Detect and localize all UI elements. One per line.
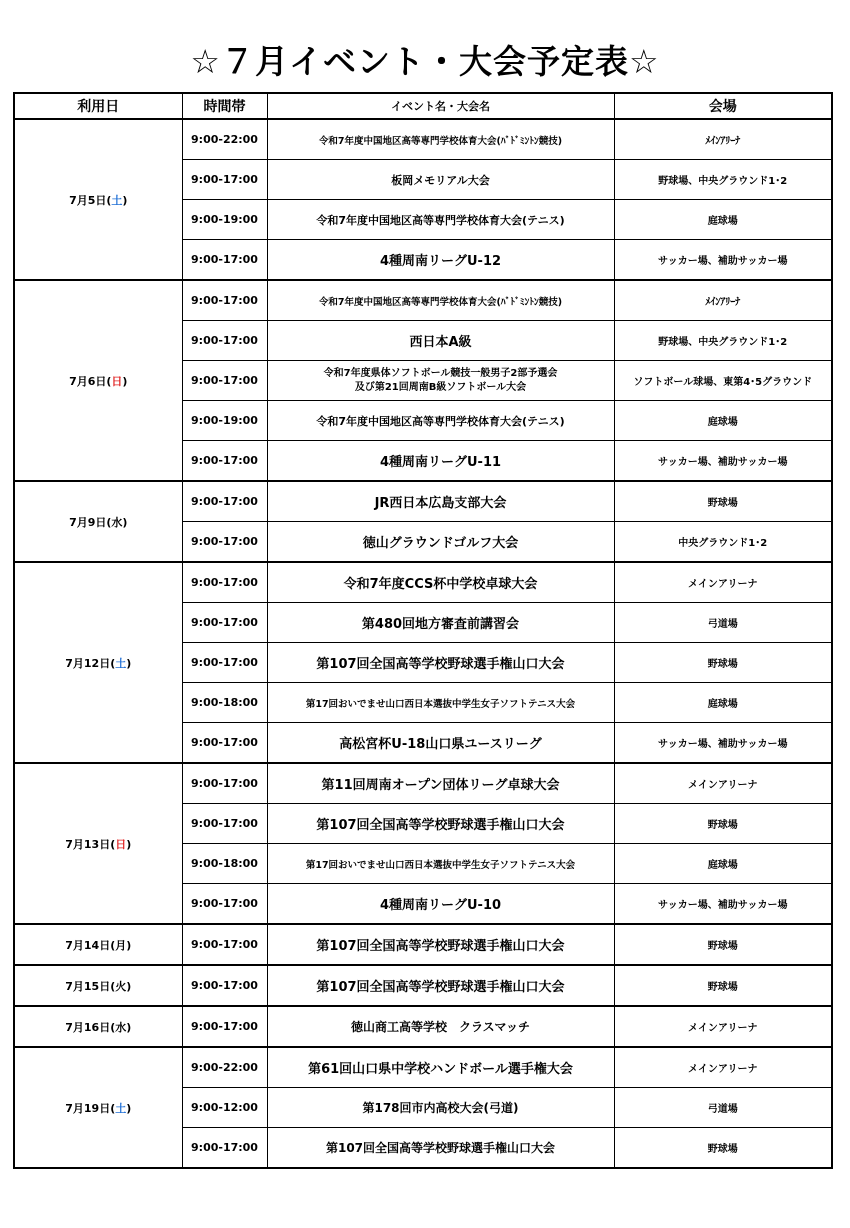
time-cell: 9:00-17:00 bbox=[182, 804, 267, 844]
time-cell: 9:00-17:00 bbox=[182, 1128, 267, 1169]
event-cell: 4種周南リーグU-10 bbox=[267, 884, 614, 925]
time-cell: 9:00-17:00 bbox=[182, 481, 267, 522]
weekday-text: 日 bbox=[111, 374, 123, 388]
time-cell: 9:00-17:00 bbox=[182, 240, 267, 281]
venue-cell: 野球場 bbox=[614, 481, 832, 522]
date-close-paren: ) bbox=[126, 837, 132, 851]
event-cell: 令和7年度中国地区高等専門学校体育大会(テニス) bbox=[267, 401, 614, 441]
event-line-1: 令和7年度県体ソフトボール競技一般男子2部予選会 bbox=[323, 367, 558, 379]
event-cell: 4種周南リーグU-12 bbox=[267, 240, 614, 281]
time-cell: 9:00-17:00 bbox=[182, 643, 267, 683]
header-event: イベント名・大会名 bbox=[267, 93, 614, 119]
venue-cell: メインアリーナ bbox=[614, 763, 832, 804]
event-cell: 高松宮杯U-18山口県ユースリーグ bbox=[267, 723, 614, 764]
weekday-text: 土 bbox=[111, 193, 123, 207]
event-line-2: 及び第21回周南B級ソフトボール大会 bbox=[354, 381, 527, 393]
event-cell: 第178回市内高校大会(弓道) bbox=[267, 1088, 614, 1128]
event-cell: 令和7年度中国地区高等専門学校体育大会(ﾊﾞﾄﾞﾐﾝﾄﾝ競技) bbox=[267, 119, 614, 160]
venue-cell: サッカー場、補助サッカー場 bbox=[614, 441, 832, 482]
table-row bbox=[14, 119, 832, 160]
weekday-text: 水 bbox=[115, 1020, 127, 1034]
event-cell: 西日本A級 bbox=[267, 321, 614, 361]
time-cell: 9:00-17:00 bbox=[182, 924, 267, 965]
date-cell bbox=[14, 965, 182, 1006]
date-text: 7月6日( bbox=[69, 374, 112, 388]
time-cell: 9:00-17:00 bbox=[182, 723, 267, 764]
time-cell: 9:00-17:00 bbox=[182, 280, 267, 321]
weekday-text: 土 bbox=[115, 656, 127, 670]
date-cell bbox=[14, 481, 182, 562]
event-cell: 徳山商工高等学校 クラスマッチ bbox=[267, 1006, 614, 1047]
venue-cell: 野球場 bbox=[614, 643, 832, 683]
date-close-paren: ) bbox=[126, 979, 132, 993]
time-cell: 9:00-17:00 bbox=[182, 965, 267, 1006]
event-cell bbox=[267, 361, 614, 401]
date-close-paren: ) bbox=[126, 938, 132, 952]
venue-cell: サッカー場、補助サッカー場 bbox=[614, 240, 832, 281]
event-cell: 第107回全国高等学校野球選手権山口大会 bbox=[267, 924, 614, 965]
event-cell: 第17回おいでませ山口西日本選抜中学生女子ソフトテニス大会 bbox=[267, 683, 614, 723]
date-close-paren: ) bbox=[122, 193, 128, 207]
date-cell bbox=[14, 924, 182, 965]
table-row bbox=[14, 562, 832, 603]
table-row bbox=[14, 924, 832, 965]
date-text: 7月9日( bbox=[69, 515, 112, 529]
header-date: 利用日 bbox=[14, 93, 182, 119]
venue-cell: 野球場 bbox=[614, 965, 832, 1006]
time-cell: 9:00-12:00 bbox=[182, 1088, 267, 1128]
event-cell: 板岡メモリアル大会 bbox=[267, 160, 614, 200]
time-cell: 9:00-18:00 bbox=[182, 683, 267, 723]
time-cell: 9:00-17:00 bbox=[182, 441, 267, 482]
venue-cell: 弓道場 bbox=[614, 1088, 832, 1128]
event-cell: 第107回全国高等学校野球選手権山口大会 bbox=[267, 965, 614, 1006]
time-cell: 9:00-19:00 bbox=[182, 401, 267, 441]
weekday-text: 火 bbox=[115, 979, 127, 993]
venue-cell: メインアリーナ bbox=[614, 1006, 832, 1047]
weekday-text: 水 bbox=[111, 515, 123, 529]
weekday-text: 日 bbox=[115, 837, 127, 851]
event-cell: 4種周南リーグU-11 bbox=[267, 441, 614, 482]
venue-cell: 野球場、中央グラウンド1･2 bbox=[614, 160, 832, 200]
date-close-paren: ) bbox=[126, 1020, 132, 1034]
date-cell bbox=[14, 280, 182, 481]
event-cell: 令和7年度CCS杯中学校卓球大会 bbox=[267, 562, 614, 603]
date-close-paren: ) bbox=[122, 515, 128, 529]
date-text: 7月5日( bbox=[69, 193, 112, 207]
event-cell: 第17回おいでませ山口西日本選抜中学生女子ソフトテニス大会 bbox=[267, 844, 614, 884]
time-cell: 9:00-22:00 bbox=[182, 119, 267, 160]
weekday-text: 月 bbox=[115, 938, 127, 952]
date-text: 7月15日( bbox=[65, 979, 116, 993]
time-cell: 9:00-17:00 bbox=[182, 361, 267, 401]
date-close-paren: ) bbox=[126, 656, 132, 670]
time-cell: 9:00-17:00 bbox=[182, 763, 267, 804]
table-row bbox=[14, 965, 832, 1006]
table-row bbox=[14, 280, 832, 321]
time-cell: 9:00-17:00 bbox=[182, 562, 267, 603]
table-row bbox=[14, 1006, 832, 1047]
date-cell bbox=[14, 119, 182, 280]
time-cell: 9:00-17:00 bbox=[182, 884, 267, 925]
event-cell: JR西日本広島支部大会 bbox=[267, 481, 614, 522]
time-cell: 9:00-17:00 bbox=[182, 603, 267, 643]
page-title: ☆７月イベント・大会予定表☆ bbox=[190, 42, 660, 81]
date-text: 7月16日( bbox=[65, 1020, 116, 1034]
event-cell: 徳山グラウンドゴルフ大会 bbox=[267, 522, 614, 563]
venue-cell: サッカー場、補助サッカー場 bbox=[614, 723, 832, 764]
event-cell: 第61回山口県中学校ハンドボール選手権大会 bbox=[267, 1047, 614, 1088]
venue-cell: 弓道場 bbox=[614, 603, 832, 643]
venue-cell: ﾒｲﾝｱﾘｰﾅ bbox=[614, 119, 832, 160]
time-cell: 9:00-19:00 bbox=[182, 200, 267, 240]
table-header-row bbox=[14, 93, 832, 119]
date-text: 7月14日( bbox=[65, 938, 116, 952]
date-close-paren: ) bbox=[126, 1101, 132, 1115]
date-cell bbox=[14, 1047, 182, 1168]
venue-cell: 野球場 bbox=[614, 924, 832, 965]
table-row bbox=[14, 763, 832, 804]
time-cell: 9:00-17:00 bbox=[182, 522, 267, 563]
date-text: 7月12日( bbox=[65, 656, 116, 670]
time-cell: 9:00-18:00 bbox=[182, 844, 267, 884]
date-cell bbox=[14, 562, 182, 763]
event-cell: 第480回地方審査前講習会 bbox=[267, 603, 614, 643]
venue-cell: 野球場 bbox=[614, 804, 832, 844]
time-cell: 9:00-17:00 bbox=[182, 1006, 267, 1047]
date-text: 7月13日( bbox=[65, 837, 116, 851]
time-cell: 9:00-17:00 bbox=[182, 321, 267, 361]
date-text: 7月19日( bbox=[65, 1101, 116, 1115]
venue-cell: メインアリーナ bbox=[614, 1047, 832, 1088]
event-cell: 第11回周南オープン団体リーグ卓球大会 bbox=[267, 763, 614, 804]
venue-cell: 庭球場 bbox=[614, 844, 832, 884]
event-schedule-table bbox=[13, 92, 833, 1169]
weekday-text: 土 bbox=[115, 1101, 127, 1115]
table-row bbox=[14, 481, 832, 522]
venue-cell: 中央グラウンド1･2 bbox=[614, 522, 832, 563]
venue-cell: 野球場 bbox=[614, 1128, 832, 1169]
event-cell: 令和7年度中国地区高等専門学校体育大会(テニス) bbox=[267, 200, 614, 240]
time-cell: 9:00-22:00 bbox=[182, 1047, 267, 1088]
date-close-paren: ) bbox=[122, 374, 128, 388]
venue-cell: メインアリーナ bbox=[614, 562, 832, 603]
header-time: 時間帯 bbox=[182, 93, 267, 119]
event-cell: 第107回全国高等学校野球選手権山口大会 bbox=[267, 1128, 614, 1169]
header-venue: 会場 bbox=[614, 93, 832, 119]
date-cell bbox=[14, 1006, 182, 1047]
event-cell: 第107回全国高等学校野球選手権山口大会 bbox=[267, 643, 614, 683]
venue-cell: ソフトボール球場、東第4･5グラウンド bbox=[614, 361, 832, 401]
table-row bbox=[14, 1047, 832, 1088]
venue-cell: 野球場、中央グラウンド1･2 bbox=[614, 321, 832, 361]
time-cell: 9:00-17:00 bbox=[182, 160, 267, 200]
venue-cell: 庭球場 bbox=[614, 401, 832, 441]
schedule-body bbox=[14, 119, 832, 1168]
event-cell: 令和7年度中国地区高等専門学校体育大会(ﾊﾞﾄﾞﾐﾝﾄﾝ競技) bbox=[267, 280, 614, 321]
date-cell bbox=[14, 763, 182, 924]
venue-cell: 庭球場 bbox=[614, 683, 832, 723]
venue-cell: 庭球場 bbox=[614, 200, 832, 240]
venue-cell: ﾒｲﾝｱﾘｰﾅ bbox=[614, 280, 832, 321]
event-cell: 第107回全国高等学校野球選手権山口大会 bbox=[267, 804, 614, 844]
venue-cell: サッカー場、補助サッカー場 bbox=[614, 884, 832, 925]
